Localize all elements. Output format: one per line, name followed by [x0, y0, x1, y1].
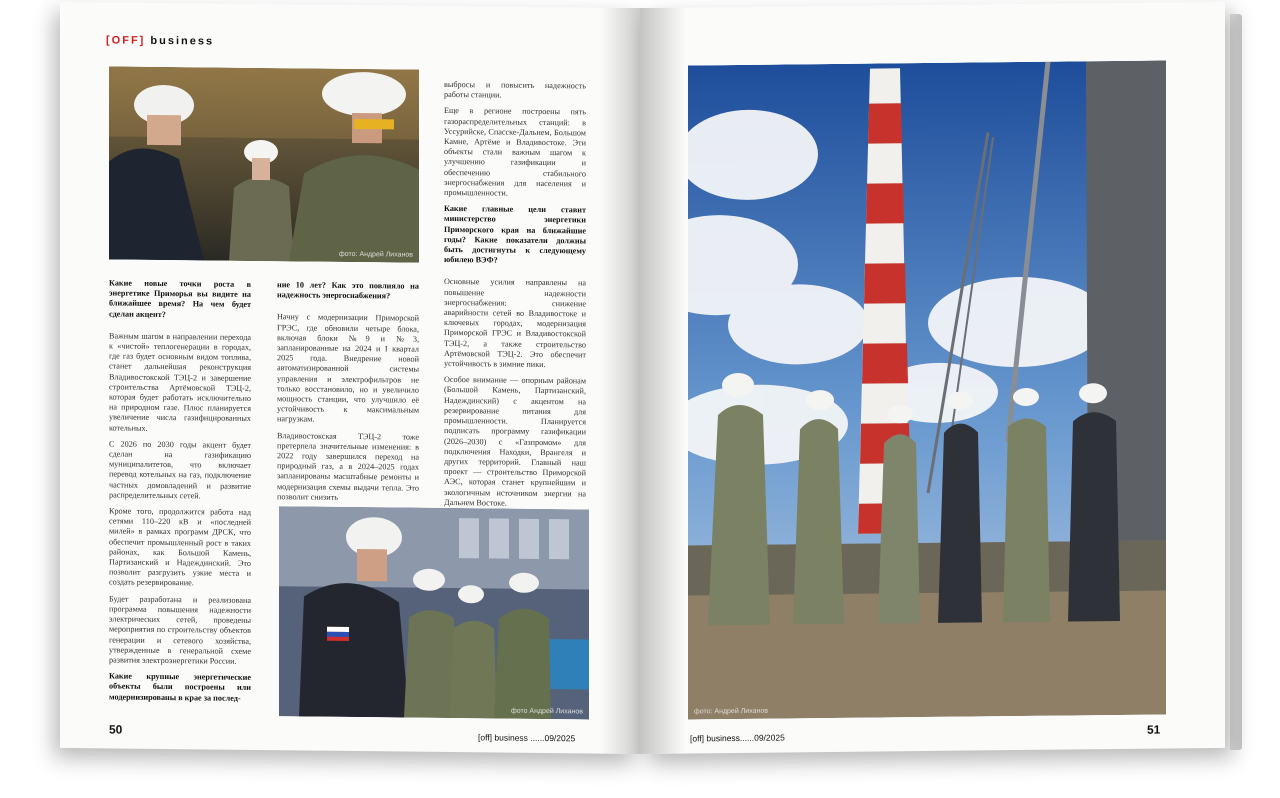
page-stack-edge [1230, 14, 1242, 750]
paragraph: Владивостокская ТЭЦ-2 тоже претерпела значительные изменения: в 2022 году завершился переход на природный газ, а в 2024–2025 годах запланированы масштабные ремонты и модернизация схемы выдачи тепла. Это позволит снизить [277, 430, 419, 502]
footer-right: [off] business......09/2025 [690, 732, 785, 744]
paragraph: Будет разработана и реализована программа повышения надежности электрических сетей, проведены мероприятия по строительству объектов генерации и сетевого хозяйства, утвержденные в генеральной схеме развития электроэнергетики России. [109, 594, 251, 666]
photo-credit: фото: Андрей Лиханов [694, 707, 768, 716]
photo-workers-meeting [109, 66, 419, 262]
magazine-spread [60, 8, 1230, 758]
question-2-cont: ние 10 лет? Как это повлияло на надежность энергоснабжения? [277, 280, 419, 301]
masthead [106, 34, 214, 47]
paragraph: Начну с модернизации Приморской ГРЭС, где обновили четыре блока, включая блоки №9 и №3, запланированные на 2024 и I квартал 2025 года. Внедрение новой автоматизированной системы управления и электрофильтров не только восстановило, но и увеличило мощность станции, что улучшило её устойчивость к максимальным нагрузкам. [277, 312, 419, 425]
paragraph: С 2026 по 2030 годы акцент будет сделан на газификацию муниципалитетов, что включает перевод котельных на газ, подключение частных домовладений и развитие распределительных сетей. [109, 439, 251, 501]
gutter-shadow-right [640, 8, 685, 754]
paragraph: Важным шагом в направлении перехода к «чистой» теплогенерации в городах, где газ будет основным видом топлива, станет дальнейшая реконструкция Владивостокской ТЭЦ-2 и завершение строительства Артёмовской ТЭЦ-2, которая будет работать исключительно на природном газе. Плюс планируется увеличение числа газифицированных котельных. [109, 331, 251, 433]
page-number-left: 50 [109, 722, 123, 737]
question-2: Какие крупные энергетические объекты были построены или модернизированы в крае за послед- [109, 671, 251, 703]
photo-credit: фото: Андрей Лиханов [339, 250, 413, 259]
footer-left: [off] business ......09/2025 [478, 732, 576, 744]
gutter-shadow-left [600, 8, 640, 754]
left-page [60, 2, 640, 754]
masthead-word: business [150, 34, 215, 48]
text-column-1 [109, 278, 251, 715]
right-page [640, 2, 1225, 754]
photo-credit: фото Андрей Лиханов [510, 707, 583, 716]
question-1: Какие новые точки роста в энергетике Приморья вы видите на ближайшее время? На чем будет сделан акцент? [109, 278, 251, 319]
paragraph: Основные усилия направлены на повышение надежности энергоснабжения: снижение аварийности сетей во Владивостоке и ключевых городах, модернизация Приморской ГРЭС и Владивостокской ТЭЦ-2, а также строительство Артёмовской ТЭЦ-2. Это обеспечит устойчивость в зимние пики. [444, 277, 586, 370]
paragraph: Еще в регионе построены пять газораспределительных станций: в Уссурийске, Спасске-Дальнем, Большом Камне, Артёме и Владивостоке. Эти объекты стали важным шагом к улучшению газификации и обеспечению стабильного энергоснабжения для населения и промышленности. [444, 106, 586, 198]
paragraph: выбросы и повысить надежность работы станции. [444, 79, 586, 100]
text-column-3 [444, 80, 586, 515]
photo-group-at-chimney [688, 60, 1166, 719]
photo-workshop-group [279, 506, 589, 719]
masthead-bracket: [OFF] [106, 34, 146, 47]
paragraph: Особое внимание — опорным районам (Большой Камень, Партизанский, Надеждинский) с акцентом на резервирование питания для промышленности. Планируется подписать программу газификации (2026–2030) с «Газпромом» для подключения Находки, Врангеля и других территорий. Главный наш проект — строительство Приморской АЭС, которая станет крупнейшим и экологичным источником энергии на Дальнем Востоке. [444, 375, 586, 508]
page-number-right: 51 [1147, 722, 1161, 737]
paragraph: Кроме того, продолжится работа над сетями 110–220 кВ и «последней милей» в рамках программ ДРСК, что обеспечит промышленный рост в таких районах, как Большой Камень, Партизанский и Надеждинский. Это позволит разгрузить узкие места и создать резервирование. [109, 506, 251, 588]
text-column-2 [277, 280, 419, 510]
question-3: Какие главные цели ставит министерство энергетики Приморского края на ближайшие годы? Какие показатели должны быть достигнуты к следующему юбилею ВЭФ? [444, 204, 586, 265]
